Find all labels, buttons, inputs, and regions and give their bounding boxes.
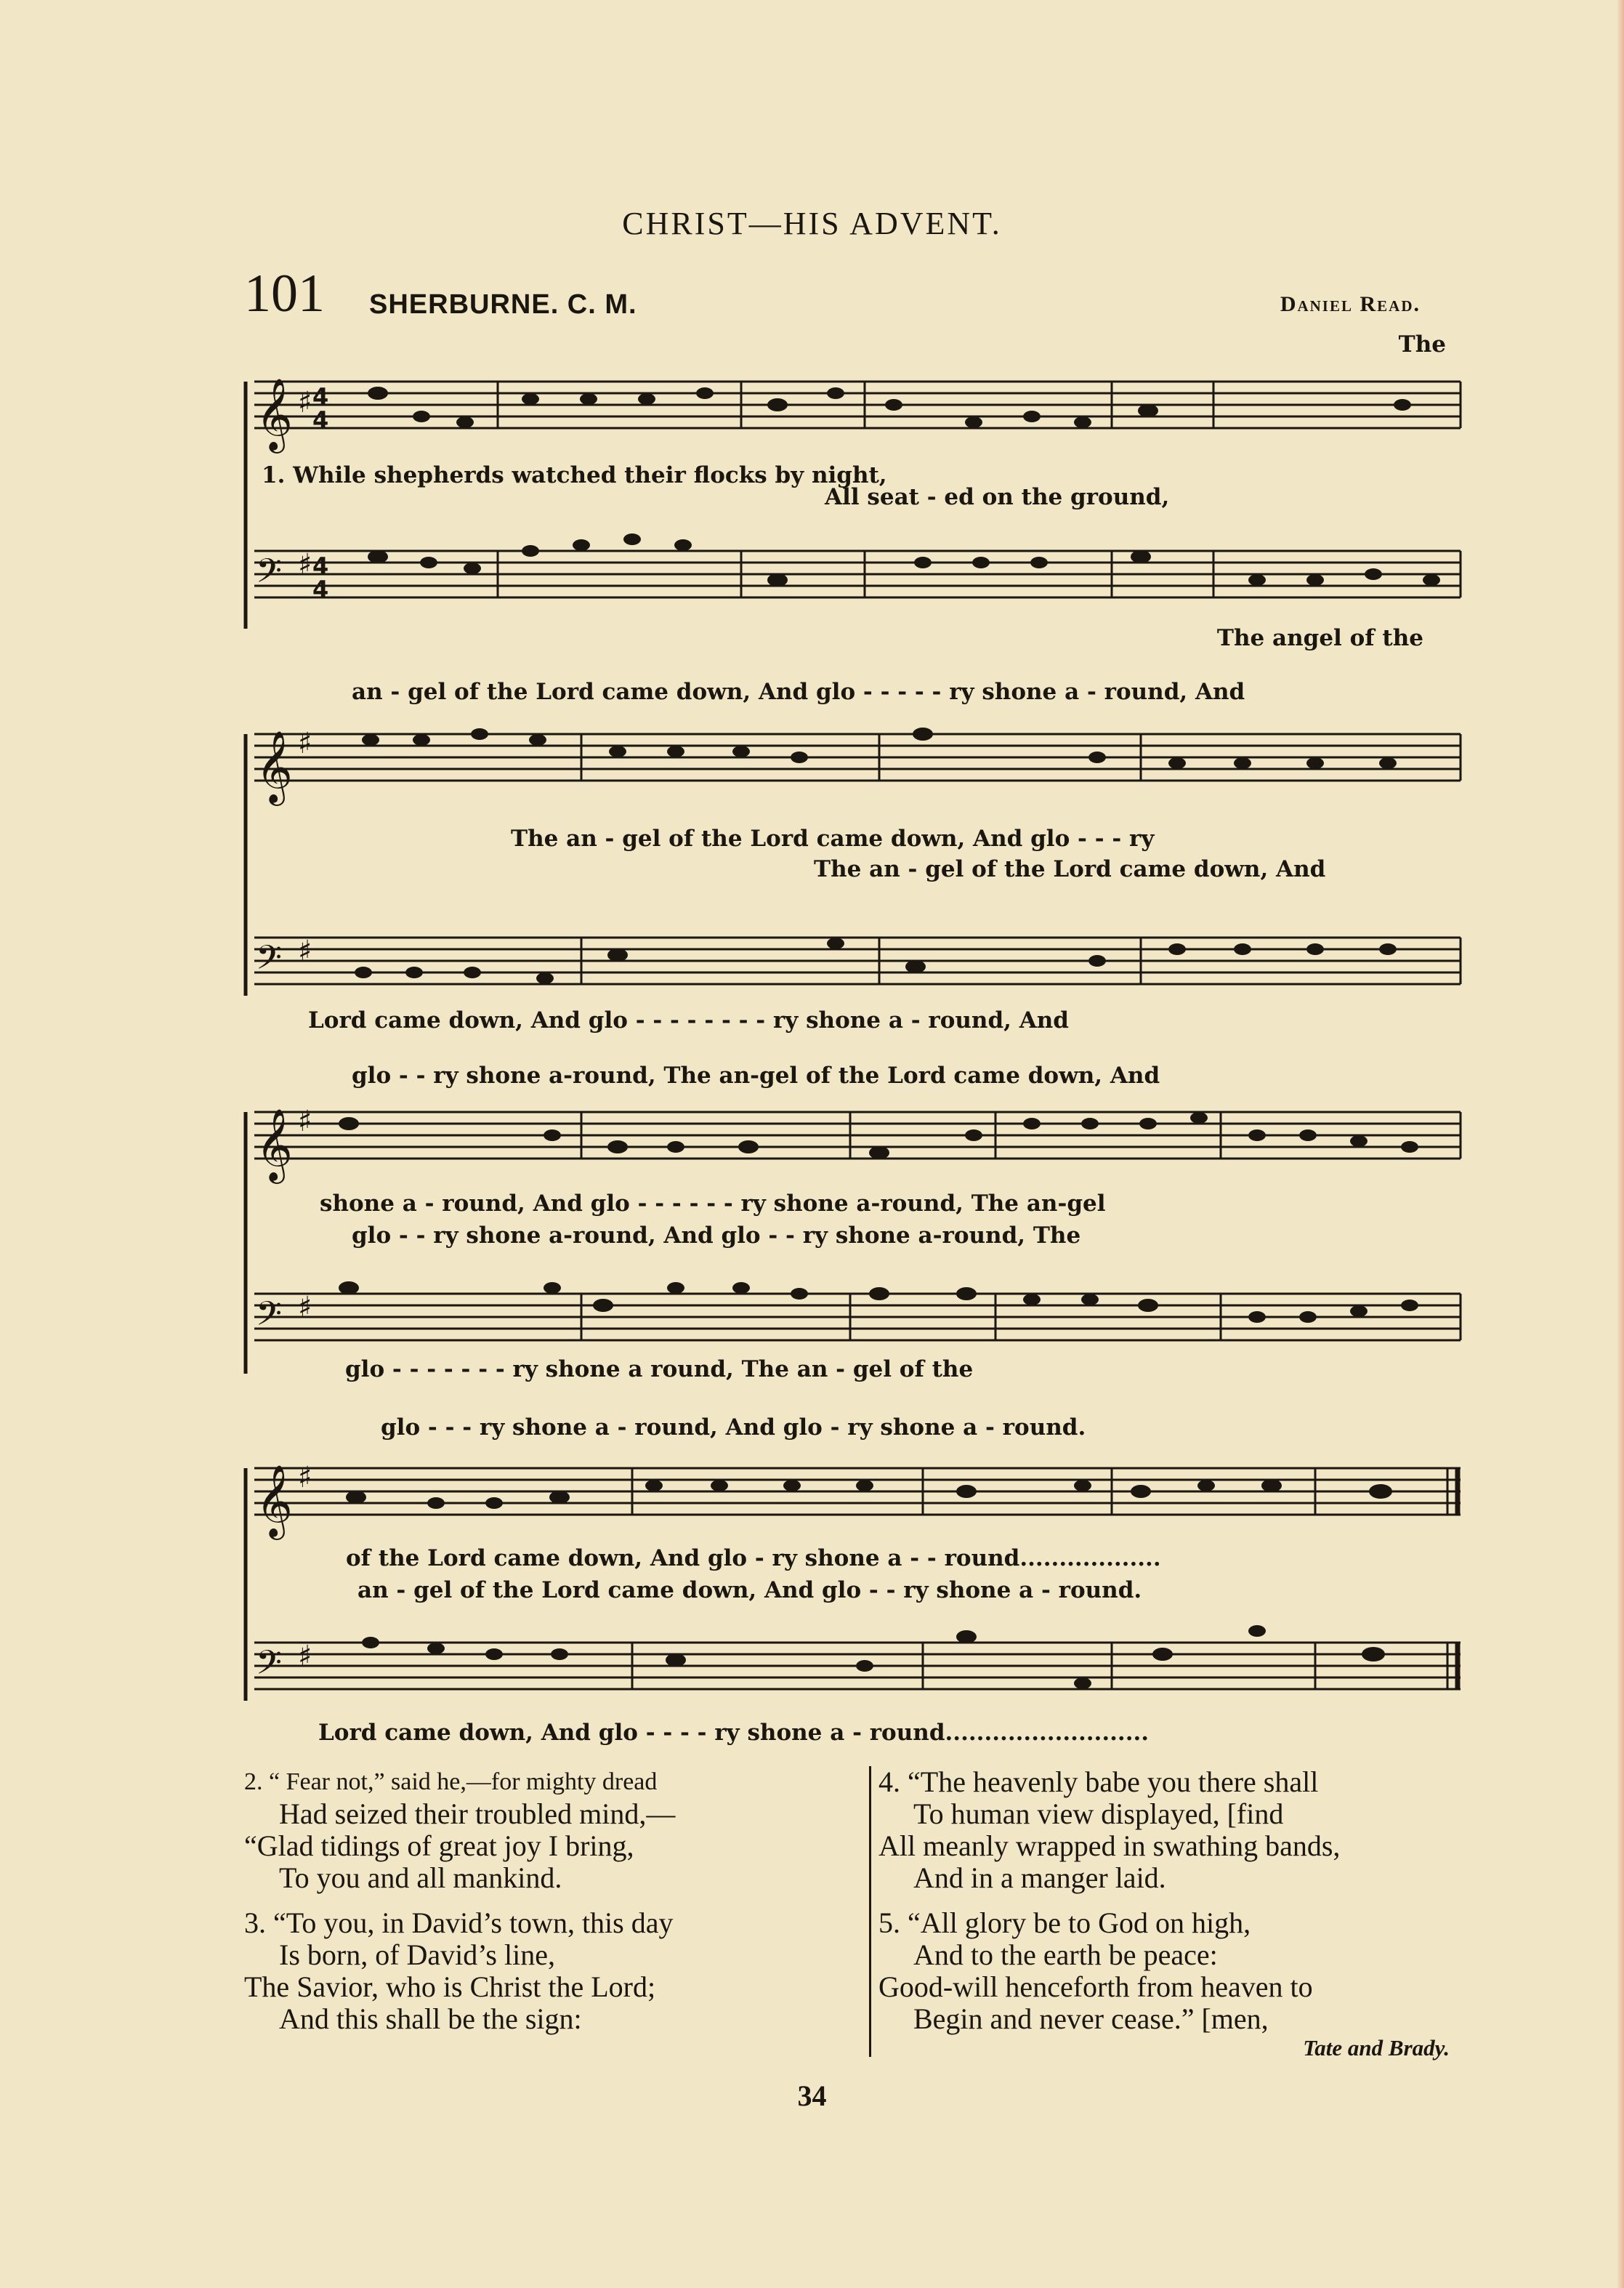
svg-text:𝄢: 𝄢 bbox=[256, 1643, 283, 1691]
staff-bass bbox=[240, 923, 1468, 1010]
staff-treble bbox=[240, 720, 1468, 807]
lyric-line: of the Lord came down, And glo - ry shone a - - round.................. bbox=[346, 1545, 1161, 1571]
verse-line: And in a manger laid. bbox=[913, 1861, 1166, 1894]
lyric-line: Lord came down, And glo - - - - - - - - ry shone a - round, And bbox=[308, 1007, 1069, 1034]
lyric-line: an - gel of the Lord came down, And glo - - - - - ry shone a - round, And bbox=[352, 679, 1245, 705]
verse-line: The Savior, who is Christ the Lord; bbox=[244, 1970, 656, 2003]
verse-line: 2. “ Fear not,” said he,—for mighty dread bbox=[244, 1768, 658, 1795]
verse-line: And to the earth be peace: bbox=[913, 1938, 1218, 1971]
verse-line: And this shall be the sign: bbox=[279, 2002, 582, 2035]
verse-2 bbox=[244, 1766, 855, 1894]
lyric-line: All seat - ed on the ground, bbox=[825, 484, 1170, 510]
lyric-line: glo - - ry shone a-round, The an-gel of the Lord came down, And bbox=[352, 1063, 1160, 1089]
lyric-line: glo - - - ry shone a - round, And glo - ry shone a - round. bbox=[381, 1414, 1086, 1441]
verse-line: All meanly wrapped in swathing bands, bbox=[878, 1829, 1341, 1862]
verse-line: Good-will henceforth from heaven to bbox=[878, 1970, 1313, 2003]
lyric-line: shone a - round, And glo - - - - - - ry shone a-round, The an-gel bbox=[320, 1191, 1106, 1217]
svg-text:𝄢: 𝄢 bbox=[256, 1294, 283, 1342]
svg-text:♯: ♯ bbox=[298, 935, 312, 968]
svg-text:𝄢: 𝄢 bbox=[256, 552, 283, 599]
verse-column-right bbox=[869, 1766, 1489, 2057]
lyric-line: 1. While shepherds watched their flocks by night, bbox=[262, 462, 887, 488]
svg-text:4: 4 bbox=[312, 576, 329, 603]
tune-name: SHERBURNE. C. M. bbox=[369, 289, 637, 320]
lyricist-credit: Tate and Brady. bbox=[1303, 2035, 1450, 2061]
page-edge bbox=[1617, 0, 1624, 2288]
svg-text:♯: ♯ bbox=[298, 1461, 312, 1494]
staff-bass bbox=[240, 1279, 1468, 1366]
verse-line: 4. “The heavenly babe you there shall bbox=[878, 1765, 1319, 1798]
svg-text:♯: ♯ bbox=[298, 386, 312, 419]
svg-text:♯: ♯ bbox=[298, 1640, 312, 1673]
page-number: 34 bbox=[797, 2079, 827, 2112]
staff-bass bbox=[240, 536, 1468, 624]
verse-line: 5. “All glory be to God on high, bbox=[878, 1906, 1251, 1939]
verse-line: “Glad tidings of great joy I bring, bbox=[244, 1829, 634, 1862]
svg-text:𝄢: 𝄢 bbox=[256, 938, 283, 986]
svg-text:4: 4 bbox=[312, 552, 329, 580]
verse-3 bbox=[244, 1907, 855, 2035]
lyric-line: The an - gel of the Lord came down, And bbox=[814, 856, 1326, 882]
lyric-line: glo - - - - - - - ry shone a round, The an - gel of the bbox=[345, 1356, 974, 1382]
composer: Daniel Read. bbox=[1280, 292, 1421, 316]
staff-bass bbox=[240, 1628, 1468, 1715]
svg-text:𝄞: 𝄞 bbox=[256, 1465, 293, 1537]
verse-5 bbox=[878, 1907, 1489, 2035]
staff-treble bbox=[240, 367, 1468, 454]
lyric-line: The angel of the bbox=[1216, 625, 1423, 651]
svg-text:♯: ♯ bbox=[298, 727, 312, 760]
svg-text:♯: ♯ bbox=[298, 548, 312, 581]
verse-line: To you and all mankind. bbox=[279, 1861, 562, 1894]
verse-line: 3. “To you, in David’s town, this day bbox=[244, 1906, 674, 1939]
svg-text:4: 4 bbox=[312, 383, 329, 411]
staff-treble bbox=[240, 1454, 1468, 1541]
verse-line: Is born, of David’s line, bbox=[279, 1938, 555, 1971]
lyric-line: glo - - ry shone a-round, And glo - - ry shone a-round, The bbox=[352, 1222, 1081, 1249]
svg-text:𝄞: 𝄞 bbox=[256, 378, 293, 451]
svg-text:♯: ♯ bbox=[298, 1291, 312, 1324]
svg-text:𝄞: 𝄞 bbox=[256, 1108, 293, 1181]
verse-line: Had seized their troubled mind,— bbox=[279, 1797, 676, 1830]
verse-line: To human view displayed, [find bbox=[913, 1797, 1284, 1830]
verse-column-left bbox=[244, 1766, 855, 2048]
svg-text:𝄞: 𝄞 bbox=[256, 730, 293, 803]
hymn-number: 101 bbox=[244, 264, 325, 323]
section-title: CHRIST—HIS ADVENT. bbox=[622, 206, 1002, 241]
lyric-line: an - gel of the Lord came down, And glo - - ry shone a - round. bbox=[357, 1577, 1142, 1603]
svg-text:4: 4 bbox=[312, 406, 329, 434]
staff-treble bbox=[240, 1097, 1468, 1185]
lyric-line: The an - gel of the Lord came down, And glo - - - ry bbox=[511, 826, 1155, 852]
lyric-line: Lord came down, And glo - - - - ry shone a - round.......................... bbox=[318, 1720, 1150, 1746]
verse-line: Begin and never cease.” [men, bbox=[913, 2002, 1269, 2035]
verse-4 bbox=[878, 1766, 1489, 1894]
lyric-line: The bbox=[1398, 331, 1446, 358]
svg-text:♯: ♯ bbox=[298, 1105, 312, 1138]
